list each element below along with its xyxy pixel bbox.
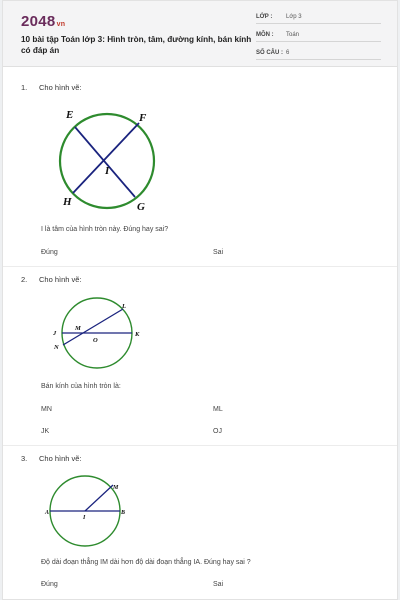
divider: [3, 266, 397, 267]
site-logo[interactable]: 2048vn: [21, 13, 66, 30]
label-o: O: [93, 337, 98, 344]
question-3-option-1[interactable]: Đúng: [41, 581, 58, 588]
question-2-option-1[interactable]: MN: [41, 406, 52, 413]
header: [3, 1, 397, 67]
question-2-option-4[interactable]: OJ: [213, 428, 222, 435]
question-1-figure: [51, 101, 171, 216]
question-2-figure: [51, 293, 151, 368]
label-k: K: [135, 331, 140, 338]
label-n: N: [54, 344, 59, 351]
label-e: E: [66, 109, 74, 121]
label-g: G: [137, 201, 145, 213]
label-f: F: [139, 112, 147, 124]
question-1-option-1[interactable]: Đúng: [41, 249, 58, 256]
label-b: B: [121, 510, 126, 516]
page-title: 10 bài tập Toán lớp 3: Hình tròn, tâm, đường kính, bán kính có đáp án: [21, 35, 252, 55]
question-2-option-3[interactable]: JK: [41, 428, 50, 435]
worksheet: [2, 0, 398, 600]
meta-question-count: SỐ CÂU : 6: [256, 47, 381, 60]
question-3-text: Độ dài đoạn thẳng IM dài hơn độ dài đoạn thẳng IA. Đúng hay sai ?: [41, 559, 251, 566]
meta-grade: LỚP : Lớp 3: [256, 11, 381, 24]
question-3-figure: [43, 473, 143, 548]
question-3-option-2[interactable]: Sai: [213, 581, 224, 588]
label-a: A: [45, 510, 50, 516]
label-l: L: [122, 303, 126, 310]
question-1-header: 1. Cho hình vẽ:: [21, 83, 82, 92]
question-3-header: 3. Cho hình vẽ:: [21, 454, 82, 463]
label-m: M: [113, 485, 119, 491]
question-2-option-2[interactable]: ML: [213, 406, 223, 413]
question-1-option-2[interactable]: Sai: [213, 249, 224, 256]
label-m: M: [75, 325, 81, 332]
label-j: J: [53, 330, 57, 337]
label-i: I: [83, 515, 86, 521]
question-2-header: 2. Cho hình vẽ:: [21, 275, 82, 284]
meta-subject: MÔN : Toán: [256, 29, 381, 42]
label-i: I: [105, 165, 110, 177]
label-h: H: [63, 196, 72, 208]
question-2-text: Bán kính của hình tròn là:: [41, 383, 121, 390]
question-1-text: I là tâm của hình tròn này. Đúng hay sai?: [41, 226, 169, 233]
divider: [3, 445, 397, 446]
